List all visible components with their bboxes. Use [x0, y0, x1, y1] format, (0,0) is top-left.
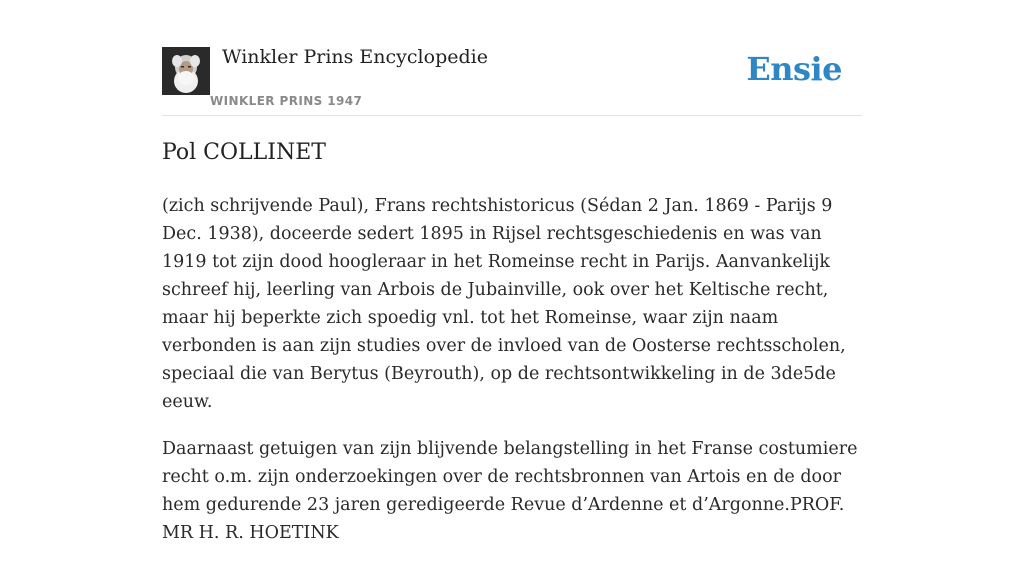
- source-title-link[interactable]: Winkler Prins Encyclopedie: [222, 46, 488, 68]
- source-edition-label: WINKLER PRINS 1947: [210, 94, 363, 108]
- source-header: [162, 46, 862, 116]
- article-paragraph: (zich schrijvende Paul), Frans rechtshistoricus (Sédan 2 Jan. 1869 - Parijs 9 Dec. 1938), doceerde sedert 1895 in Rijsel rechtsgeschiedenis en was van 1919 tot zijn dood hoogleraar in het Romeinse recht in Parijs. Aanvankelijk schreef hij, leerling van Arbois de Jubainville, ook over het Keltische recht, maar hij beperkte zich spoedig vnl. tot het Romeinse, waar zijn naam verbonden is aan zijn studies over de invloed van de Oosterse rechtsscholen, speciaal die van Berytus (Beyrouth), op de rechtsontwikkeling in de 3de5de eeuw.: [162, 196, 846, 412]
- article-body: [162, 192, 862, 566]
- article-title: Pol COLLINET: [162, 140, 326, 165]
- source-avatar[interactable]: [162, 47, 210, 95]
- ensie-logo[interactable]: Ensie: [746, 50, 842, 88]
- bearded-man-portrait-icon: [162, 47, 210, 95]
- article-paragraph: Daarnaast getuigen van zijn blijvende belangstelling in het Franse costumiere recht o.m. zijn onderzoekingen over de rechtsbronnen van Artois en de door hem gedurende 23 jaren geredigeerde Revue d’Ardenne et d’Argonne.PROF. MR H. R. HOETINK: [162, 439, 858, 543]
